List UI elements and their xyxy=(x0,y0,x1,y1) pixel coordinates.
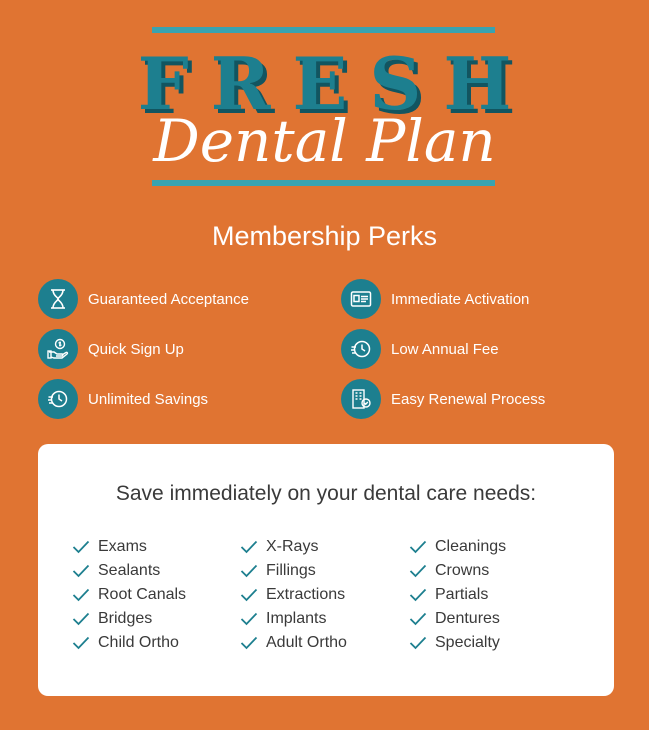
service-item: Adult Ortho xyxy=(240,634,347,652)
perk-low-annual-fee xyxy=(341,329,499,369)
hourglass-icon xyxy=(38,279,78,319)
clock-arrow-icon xyxy=(38,379,78,419)
brand-subtitle: Dental Plan xyxy=(153,107,496,175)
service-item: Extractions xyxy=(240,586,345,604)
perk-label: Quick Sign Up xyxy=(88,340,184,358)
service-item: X-Rays xyxy=(240,538,318,556)
check-icon xyxy=(409,540,427,554)
service-item: Bridges xyxy=(72,610,152,628)
services-card xyxy=(38,444,614,696)
service-item: Child Ortho xyxy=(72,634,179,652)
bottom-divider xyxy=(152,180,495,186)
clock-arrow-icon xyxy=(341,329,381,369)
check-icon xyxy=(72,612,90,626)
service-item: Fillings xyxy=(240,562,316,580)
service-item: Root Canals xyxy=(72,586,186,604)
check-icon xyxy=(240,636,258,650)
check-icon xyxy=(72,564,90,578)
perk-unlimited-savings xyxy=(38,379,208,419)
check-icon xyxy=(72,636,90,650)
service-item: Exams xyxy=(72,538,147,556)
service-item: Dentures xyxy=(409,610,500,628)
hand-coin-icon xyxy=(38,329,78,369)
service-item: Specialty xyxy=(409,634,500,652)
service-item: Sealants xyxy=(72,562,160,580)
check-icon xyxy=(409,564,427,578)
brand-title: FRESH xyxy=(137,41,534,126)
perks-heading: Membership Perks xyxy=(211,221,438,251)
check-icon xyxy=(240,540,258,554)
check-icon xyxy=(72,588,90,602)
perk-label: Low Annual Fee xyxy=(391,340,499,358)
top-divider xyxy=(152,27,495,33)
building-icon xyxy=(341,379,381,419)
perk-label: Unlimited Savings xyxy=(88,390,209,408)
perk-immediate-activation xyxy=(341,279,529,319)
service-item: Crowns xyxy=(409,562,489,580)
check-icon xyxy=(240,588,258,602)
id-card-icon xyxy=(341,279,381,319)
check-icon xyxy=(72,540,90,554)
perk-guaranteed-acceptance xyxy=(38,279,249,319)
perk-quick-sign-up xyxy=(38,329,184,369)
perk-label: Easy Renewal Process xyxy=(391,390,546,408)
check-icon xyxy=(240,612,258,626)
services-heading: Save immediately on your dental care needs: xyxy=(115,482,537,505)
perk-easy-renewal-process xyxy=(341,379,545,419)
check-icon xyxy=(409,612,427,626)
service-item: Partials xyxy=(409,586,488,604)
service-item: Cleanings xyxy=(409,538,506,556)
service-item: Implants xyxy=(240,610,326,628)
check-icon xyxy=(409,588,427,602)
check-icon xyxy=(409,636,427,650)
perk-label: Immediate Activation xyxy=(391,290,530,308)
check-icon xyxy=(240,564,258,578)
perk-label: Guaranteed Acceptance xyxy=(88,290,249,308)
